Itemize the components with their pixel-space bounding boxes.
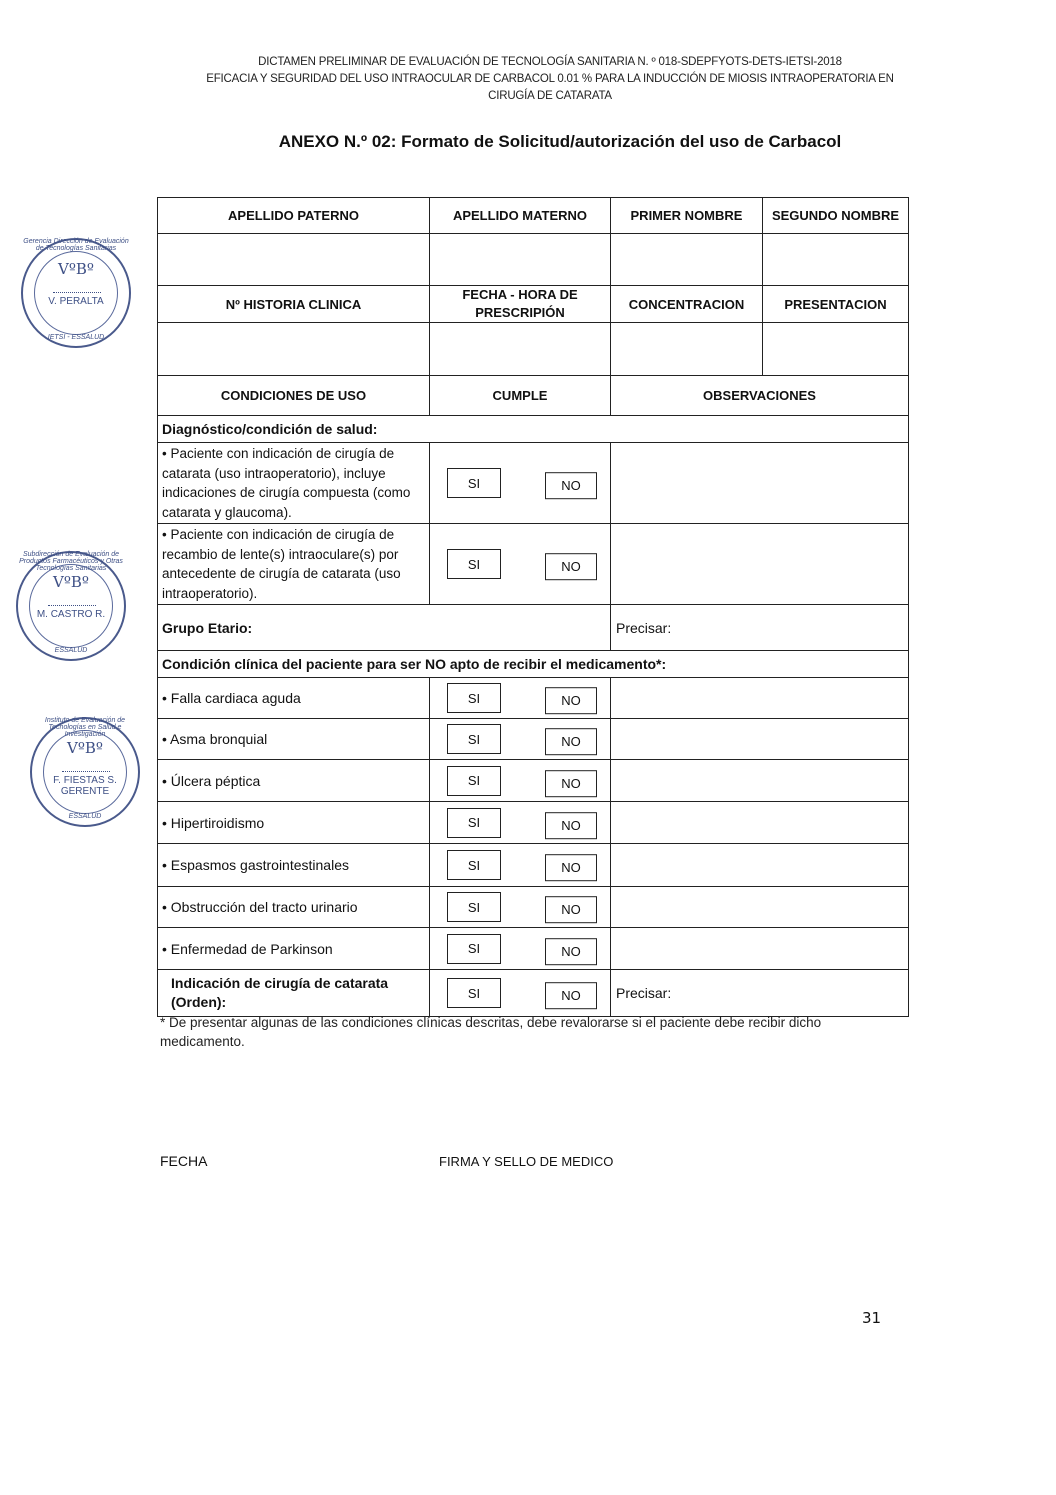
no-checkbox[interactable]: NO — [545, 472, 597, 499]
condition-label: • Espasmos gastrointestinales — [158, 844, 430, 887]
col-presentacion: PRESENTACION — [763, 286, 909, 323]
no-checkbox[interactable]: NO — [545, 687, 597, 714]
section-condicion-label: Condición clínica del paciente para ser NO apto de recibir el medicamento*: — [158, 651, 909, 678]
firma-sello-label: FIRMA Y SELLO DE MEDICO — [439, 1154, 614, 1169]
condition-row — [158, 844, 909, 887]
section-diagnostico — [158, 416, 909, 443]
observaciones-field[interactable] — [611, 719, 909, 760]
condition-label: • Úlcera péptica — [158, 760, 430, 802]
precisar-field[interactable]: Precisar: — [611, 970, 909, 1017]
condition-label: • Enfermedad de Parkinson — [158, 928, 430, 970]
condition-label: • Hipertiroidismo — [158, 802, 430, 844]
cumple-cell — [430, 844, 611, 887]
apellido-materno-field[interactable] — [430, 234, 611, 286]
input-row-clinical — [158, 323, 909, 376]
observaciones-field[interactable] — [611, 678, 909, 719]
si-checkbox[interactable]: SI — [447, 808, 501, 838]
approval-stamp-fiestas — [30, 717, 140, 827]
cumple-cell — [430, 443, 611, 524]
carbacol-request-form — [157, 197, 909, 1017]
approval-stamp-castro — [16, 551, 126, 661]
annex-title: ANEXO N.º 02: Formato de Solicitud/autorización del uso de Carbacol — [278, 132, 842, 151]
col-observaciones: OBSERVACIONES — [611, 376, 909, 416]
section-diagnostico-label: Diagnóstico/condición de salud: — [158, 416, 909, 443]
cumple-cell — [430, 524, 611, 605]
observaciones-field[interactable] — [611, 887, 909, 928]
no-checkbox[interactable]: NO — [545, 553, 597, 580]
si-checkbox[interactable]: SI — [447, 468, 501, 498]
si-checkbox[interactable]: SI — [447, 724, 501, 754]
condition-row — [158, 719, 909, 760]
criterion-cataract-surgery: • Paciente con indicación de cirugía de catarata (uso intraoperatorio), incluye indicaciones de cirugía compuesta (como catarata y glaucoma). — [158, 443, 430, 524]
presentacion-field[interactable] — [763, 323, 909, 376]
fecha-hora-field[interactable] — [430, 323, 611, 376]
col-concentracion: CONCENTRACION — [611, 286, 763, 323]
col-cumple: CUMPLE — [430, 376, 611, 416]
stamp-name: F. FIESTAS S. GERENTE — [53, 775, 117, 797]
stamp-vb: VºBº — [67, 739, 103, 757]
no-checkbox[interactable]: NO — [545, 982, 597, 1009]
apellido-paterno-field[interactable] — [158, 234, 430, 286]
observaciones-field[interactable] — [611, 844, 909, 887]
col-segundo-nombre: SEGUNDO NOMBRE — [763, 198, 909, 234]
approval-stamp-peralta — [21, 238, 131, 348]
criterion-lens-replacement: • Paciente con indicación de cirugía de recambio de lente(s) intraoculare(s) por antecedente de cirugía de catarata (uso intraoperatorio). — [158, 524, 430, 605]
condition-label: • Falla cardiaca aguda — [158, 678, 430, 719]
historia-clinica-field[interactable] — [158, 323, 430, 376]
concentracion-field[interactable] — [611, 323, 763, 376]
header-line-1: DICTAMEN PRELIMINAR DE EVALUACIÓN DE TECNOLOGÍA SANITARIA N. º 018-SDEPFYOTS-DETS-IETSI-2018 — [258, 56, 842, 68]
stamp-bottom-text: IETSI - ESSALUD — [47, 334, 105, 341]
header-row-conditions — [158, 376, 909, 416]
col-primer-nombre: PRIMER NOMBRE — [611, 198, 763, 234]
observaciones-field[interactable] — [611, 802, 909, 844]
segundo-nombre-field[interactable] — [763, 234, 909, 286]
header-line-2: EFICACIA Y SEGURIDAD DEL USO INTRAOCULAR DE CARBACOL 0.01 % PARA LA INDUCCIÓN DE MIOSIS INTRAOPERATORIA EN — [206, 73, 894, 85]
input-row-names — [158, 234, 909, 286]
col-historia-clinica: Nº HISTORIA CLINICA — [158, 286, 430, 323]
condition-label: • Asma bronquial — [158, 719, 430, 760]
stamp-ring-text: Subdirección de Evaluación de Productos Farmacéuticos y Otras Tecnologías Sanitarias — [19, 551, 123, 572]
si-checkbox[interactable]: SI — [447, 766, 501, 796]
no-checkbox[interactable]: NO — [545, 770, 597, 797]
si-checkbox[interactable]: SI — [447, 934, 501, 964]
col-fecha-hora: FECHA - HORA DE PRESCRIPIÓN — [430, 286, 611, 323]
page-number: 31 — [862, 1309, 882, 1327]
condition-label: • Obstrucción del tracto urinario — [158, 887, 430, 928]
stamp-bottom-text: ESSALUD — [54, 647, 88, 654]
col-apellido-paterno: APELLIDO PATERNO — [158, 198, 430, 234]
stamp-name: V. PERALTA — [48, 296, 104, 307]
stamp-ring-text: Instituto de Evaluación de Tecnologías en Salud e Investigación — [44, 717, 126, 738]
observaciones-field[interactable] — [611, 760, 909, 802]
condition-row — [158, 760, 909, 802]
col-apellido-materno: APELLIDO MATERNO — [430, 198, 611, 234]
no-checkbox[interactable]: NO — [545, 812, 597, 839]
stamp-bottom-text: ESSALUD — [68, 813, 102, 820]
document-header — [150, 54, 950, 105]
cumple-cell — [430, 678, 611, 719]
stamp-vb: VºBº — [58, 260, 94, 278]
criteria-row-2 — [158, 524, 909, 605]
si-checkbox[interactable]: SI — [447, 850, 501, 880]
cumple-cell — [430, 760, 611, 802]
observaciones-field[interactable] — [611, 443, 909, 524]
condition-row — [158, 678, 909, 719]
primer-nombre-field[interactable] — [611, 234, 763, 286]
cumple-cell — [430, 970, 611, 1017]
section-condicion-clinica — [158, 651, 909, 678]
cumple-cell — [430, 928, 611, 970]
si-checkbox[interactable]: SI — [447, 549, 501, 579]
cumple-cell — [430, 719, 611, 760]
col-condiciones-uso: CONDICIONES DE USO — [158, 376, 430, 416]
observaciones-field[interactable] — [611, 928, 909, 970]
fecha-label: FECHA — [160, 1153, 208, 1169]
no-checkbox[interactable]: NO — [545, 896, 597, 923]
indicacion-label: Indicación de cirugía de catarata (Orden): — [158, 970, 430, 1017]
footnote: * De presentar algunas de las condiciones clínicas descritas, debe revalorarse si el paciente debe recibir dicho medicamento. — [160, 1015, 822, 1049]
no-checkbox[interactable]: NO — [545, 728, 597, 755]
header-line-3: CIRUGÍA DE CATARATA — [488, 90, 612, 102]
no-checkbox[interactable]: NO — [545, 938, 597, 965]
observaciones-field[interactable] — [611, 524, 909, 605]
grupo-etario-row — [158, 605, 909, 651]
stamp-vb: VºBº — [53, 573, 89, 591]
si-checkbox[interactable]: SI — [447, 683, 501, 713]
grupo-etario-label: Grupo Etario: — [158, 605, 611, 651]
no-checkbox[interactable]: NO — [545, 854, 597, 881]
header-row-names — [158, 198, 909, 234]
cumple-cell — [430, 802, 611, 844]
indicacion-row — [158, 970, 909, 1017]
stamp-name: M. CASTRO R. — [36, 609, 106, 620]
criteria-row-1 — [158, 443, 909, 524]
precisar-field[interactable]: Precisar: — [611, 605, 909, 651]
condition-row — [158, 928, 909, 970]
stamp-ring-text: Gerencia Dirección de Evaluación de Tecnologías Sanitarias — [23, 238, 129, 252]
cumple-cell — [430, 887, 611, 928]
header-row-clinical — [158, 286, 909, 323]
si-checkbox[interactable]: SI — [447, 978, 501, 1008]
condition-row — [158, 887, 909, 928]
condition-row — [158, 802, 909, 844]
si-checkbox[interactable]: SI — [447, 892, 501, 922]
